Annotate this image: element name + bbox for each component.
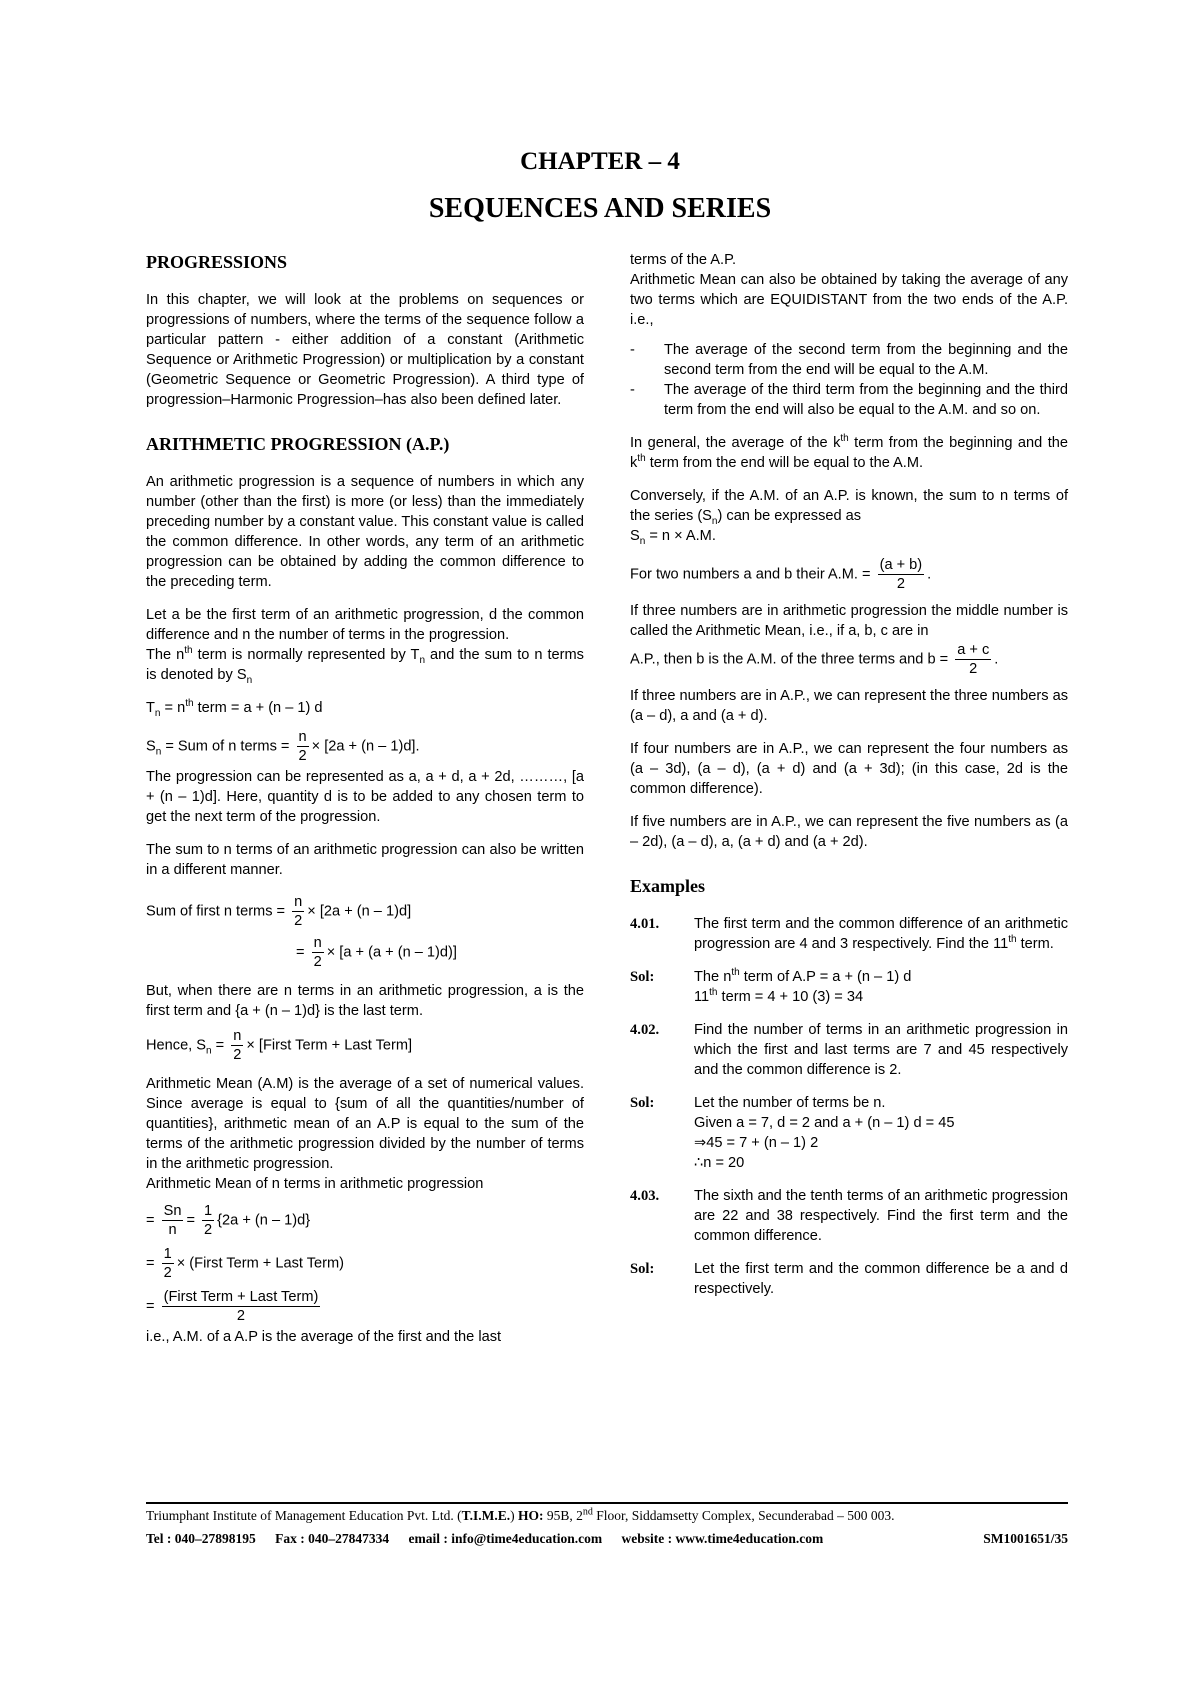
three-mean-fraction: $\frac{a + c}{2}$ [957,642,990,677]
ap-heading: ARITHMETIC PROGRESSION (A.P.) [146,434,450,454]
am2-fraction: $\frac{1}{2}$ [163,1246,172,1281]
ap-definition: An arithmetic progression is a sequence of numbers in which any number (other than the first) is more (or less) than the immediately preceding number by a constant value. This constant value is called the common difference. In other words, any term of an arithmetic progression can be obtained by adding the common difference to the preceding term. [146,474,584,590]
chapter-label: CHAPTER – 4 [520,148,680,175]
example-label: 4.03. [630,1188,660,1204]
solution-4-01: Sol: The $n^{th}$ term of A.P = a + (n – 1) d 11th term = 4 + 10 (3) = 34 [630,967,912,1005]
left-column [146,250,584,1347]
am-n-terms: Arithmetic Mean of n terms in arithmetic progression [146,1176,484,1192]
two-numbers-fraction: $\frac{(a + b)}{2}$ [879,557,923,592]
three-mean-formula: A.P., then b is the A.M. of the three terms and b = $\frac{a + c}{2}$ . [630,642,999,677]
sn-am-formula: $S_n = n \times A.M$. [630,528,716,547]
footer-code: SM1001651/35 [983,1531,1068,1546]
right-column [630,250,1068,1312]
five-rep-text: If five numbers are in A.P., we can represent the five numbers as (a – 2d), (a – d), a, (a + d) and (a + 2d). [630,814,1068,850]
am1-fraction: $\frac{Sn}{n}$ [163,1203,182,1238]
sum-second-formula: = $\frac{n}{2}$ × [a + (a + (n – 1)d)] [296,935,457,970]
footer-email: email : info@time4education.com [408,1531,603,1546]
solution-label: Sol: [630,1095,655,1111]
sum-alt-text: The sum to n terms of an arithmetic progression can also be written in a different manner. [146,842,584,878]
examples-heading: Examples [630,876,706,896]
four-rep-text: If four numbers are in A.P., we can represent the four numbers as (a – 3d), (a – d), (a + d) and (a + 3d); (in this case, 2d is the common difference). [630,741,1068,797]
sum2-fraction: $\frac{n}{2}$ [313,935,322,970]
bullet-mark: - [630,342,635,358]
but-when-text: But, when there are n terms in an arithmetic progression, a is the first term and {a + (n – 1)d} is the last term. [146,983,584,1019]
am-equidistant-text: Arithmetic Mean can also be obtained by taking the average of any two terms which are EQUIDISTANT from the two ends of the A.P. i.e., [630,272,1068,328]
three-rep-text: If three numbers are in A.P., we can represent the three numbers as (a – d), a and (a + d). [630,688,1068,724]
footer-rule [146,1502,1068,1504]
page-title: SEQUENCES AND SERIES [428,193,772,224]
solution-4-02: Sol: Let the number of terms be n. Given a = 7, d = 2 and a + (n – 1) d = 45 ⇒45 = 7 + (n – 1) 2 ∴n = 20 [630,1095,955,1171]
tn-formula: $T_n = n^{th}$ term = a + (n – 1) d [146,698,323,719]
example-label: 4.01. [630,916,660,932]
footer-website: website : www.time4education.com [621,1531,824,1546]
sn-fraction: $\frac{n}{2}$ [298,729,307,764]
footer-contacts [146,1530,1068,1548]
am1-half-fraction: $\frac{1}{2}$ [204,1203,213,1238]
general-text: In general, the average of the $k^{th}$ term from the beginning and the $k^{th}$ term from the end will be equal to the A.M. [630,433,1068,471]
am-definition: Arithmetic Mean (A.M) is the average of a set of numerical values. Since average is equal to {sum of all the quantities/number of quantities}, arithmetic mean of an A.P is equal to the sum of the terms of the arithmetic progression divided by the number of terms in the arithmetic progression. [146,1076,584,1172]
solution-label: Sol: [630,969,655,985]
nth-term-text: The $n^{th}$ term is normally represented by $T_n$ and the sum to n terms is denoted by $S_n$ [146,645,584,686]
hence-formula: Hence, $S_n$ = $\frac{n}{2}$ × [First Term + Last Term] [146,1028,413,1063]
example-4-03: 4.03. The sixth and the tenth terms of an arithmetic progression are 22 and 38 respectively. Find the first term and the common difference. [630,1188,1068,1244]
solution-label: Sol: [630,1261,655,1277]
conversely-text: Conversely, if the A.M. of an A.P. is known, the sum to n terms of the series $(S_n)$ can be expressed as [630,488,1068,527]
bullet-mark: - [630,382,635,398]
footer-tel: Tel : 040–27898195 [146,1531,256,1546]
progressions-heading: PROGRESSIONS [146,252,288,272]
footer-fax: Fax : 040–27847334 [275,1531,390,1546]
am-formula-2: = $\frac{1}{2}$ × (First Term + Last Term) [146,1246,345,1281]
two-numbers-formula: For two numbers a and b their A.M. = $\frac{(a + b)}{2}$ . [630,557,932,592]
example-4-02: 4.02. Find the number of terms in an arithmetic progression in which the first and last terms are 7 and 45 respectively and the common difference is 2. [630,1022,1068,1078]
represented-text: The progression can be represented as a, a + d, a + 2d, ………, [a + (n – 1)d]. Here, quantity d is to be added to any chosen term to get the next term of the progression. [146,769,584,825]
progressions-text: In this chapter, we will look at the problems on sequences or progressions of numbers, where the terms of the sequence follow a particular pattern - either addition of a constant (Arithmetic Sequence or Arithmetic Progression) or multiplication by a constant (Geometric Sequence or Geometric Progression). A third type of progression–Harmonic Progression–has also been defined later. [146,292,584,408]
bullet-item: - The average of the third term from the beginning and the third term from the end will also be equal to the A.M. and so on. [630,382,1068,418]
bullet-item: - The average of the second term from the beginning and the second term from the end will be equal to the A.M. [630,342,1068,378]
solution-4-03: Sol: Let the first term and the common difference be a and d respectively. [630,1261,1068,1297]
ie-line: i.e., A.M. of a A.P is the average of the first and the last [146,1329,502,1345]
am-formula-1: = $\frac{Sn}{n}$ = $\frac{1}{2}$ {2a + (n – 1)d} [146,1203,311,1238]
footer-address: Triumphant Institute of Management Education Pvt. Ltd. (T.I.M.E.) HO: 95B, 2nd Floor, Siddamsetty Complex, Secunderabad – 500 003. [146,1506,895,1523]
sum1-fraction: $\frac{n}{2}$ [294,894,303,929]
am-formula-3: = $\frac{\text{(First Term + Last Term)}}{2}$ [146,1289,319,1324]
example-label: 4.02. [630,1022,660,1038]
am3-fraction: $\frac{\text{(First Term + Last Term)}}{2}$ [163,1289,319,1324]
three-mean-text: If three numbers are in arithmetic progression the middle number is called the Arithmetic Mean, i.e., if a, b, c are in [630,603,1068,639]
sum-first-formula: Sum of first n terms = $\frac{n}{2}$ × [2a + (n – 1)d] [146,894,412,929]
example-4-01: 4.01. The first term and the common difference of an arithmetic progression are 4 and 3 respectively. Find the 11th term. [630,916,1068,952]
terms-of-ap: terms of the A.P. [630,252,736,268]
hence-fraction: $\frac{n}{2}$ [233,1028,242,1063]
let-a-text: Let a be the first term of an arithmetic progression, d the common difference and n the number of terms in the progression. [146,607,584,643]
sn-formula: $S_n$ = Sum of n terms = $\frac{n}{2}$ × [2a + (n – 1)d]. [146,729,420,764]
